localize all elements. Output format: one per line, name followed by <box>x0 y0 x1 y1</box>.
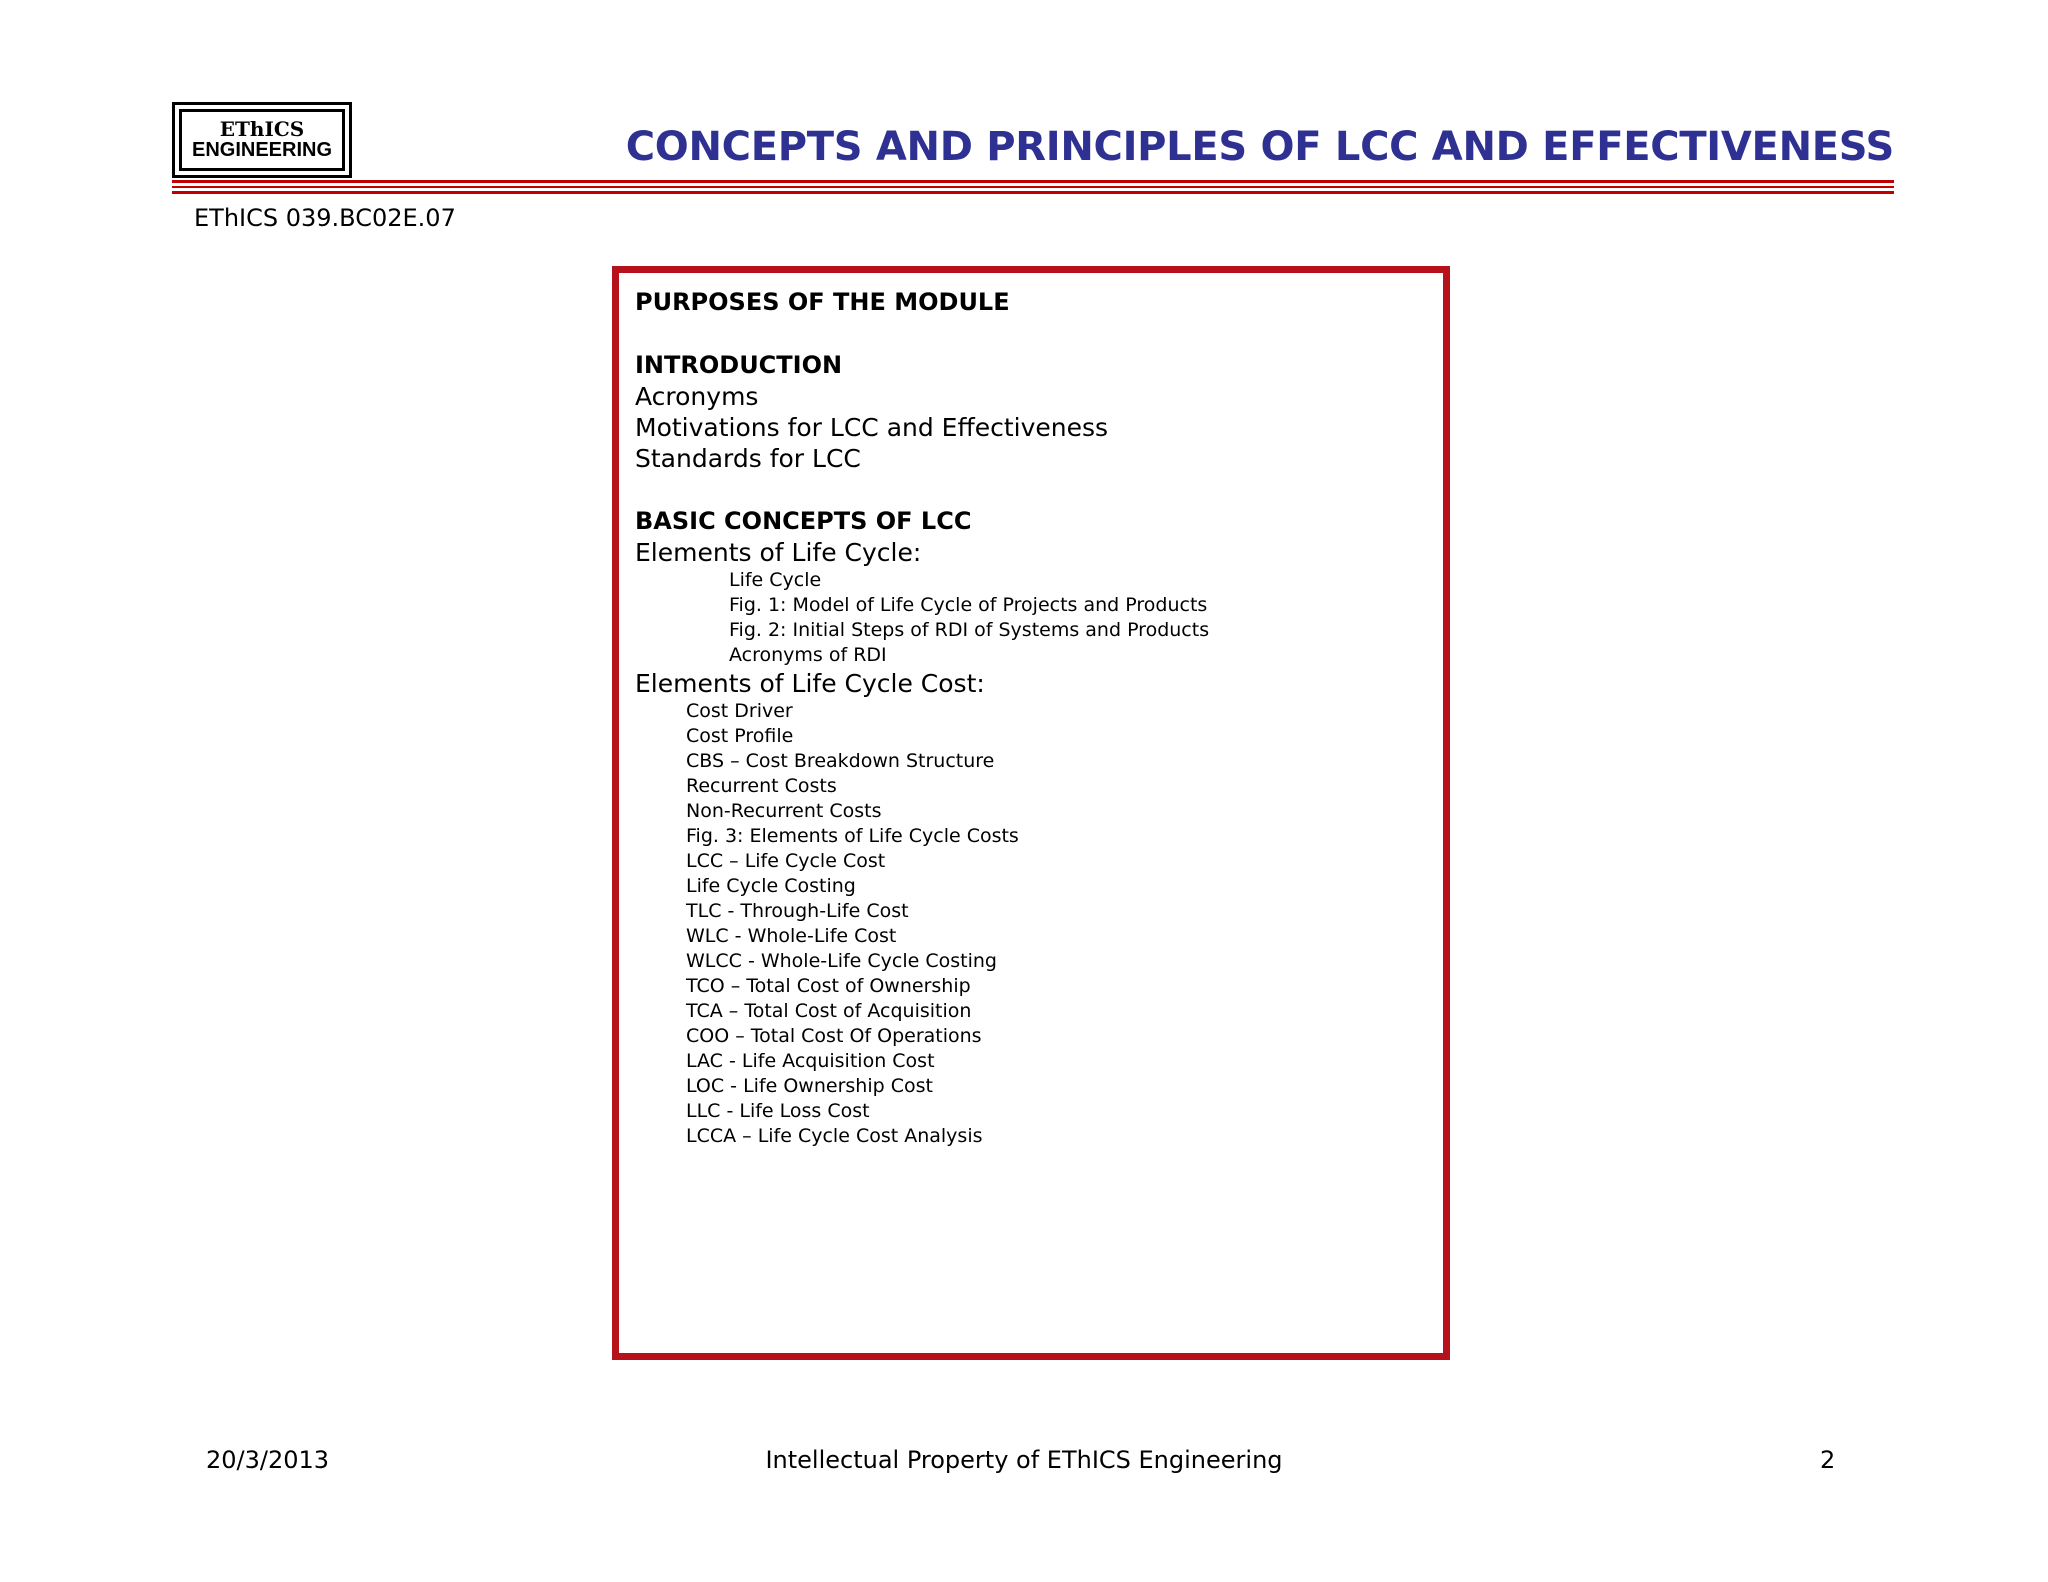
life-cycle-item: Fig. 2: Initial Steps of RDI of Systems and Products <box>729 619 1210 641</box>
life-cycle-elements-list <box>635 568 1443 668</box>
logo-line-ethics: EThICS <box>219 117 305 141</box>
spacer <box>635 474 1443 506</box>
life-cycle-cost-item: TLC - Through-Life Cost <box>686 900 909 922</box>
footer-copyright: Intellectual Property of EThICS Engineering <box>765 1446 1283 1474</box>
header-rule-top <box>172 180 1894 183</box>
introduction-item: Acronyms <box>635 382 759 411</box>
introduction-item: Standards for LCC <box>635 444 861 473</box>
life-cycle-cost-item: COO – Total Cost Of Operations <box>686 1025 982 1047</box>
introduction-list <box>635 381 1443 474</box>
header-rule-middle <box>172 186 1894 188</box>
life-cycle-cost-item: Life Cycle Costing <box>686 875 856 897</box>
life-cycle-cost-item: CBS – Cost Breakdown Structure <box>686 750 995 772</box>
spacer <box>635 318 1443 350</box>
life-cycle-item: Acronyms of RDI <box>729 644 887 666</box>
life-cycle-cost-item: Cost Driver <box>686 700 793 722</box>
purposes-heading: PURPOSES OF THE MODULE <box>635 288 1010 316</box>
life-cycle-cost-item: Fig. 3: Elements of Life Cycle Costs <box>686 825 1019 847</box>
header-rule-bottom <box>172 191 1894 194</box>
life-cycle-cost-item: LAC - Life Acquisition Cost <box>686 1050 935 1072</box>
life-cycle-cost-item: WLC - Whole-Life Cost <box>686 925 897 947</box>
page-number: 2 <box>1820 1446 1836 1474</box>
life-cycle-item: Fig. 1: Model of Life Cycle of Projects and Products <box>729 594 1208 616</box>
life-cycle-cost-elements-label: Elements of Life Cycle Cost: <box>635 669 985 698</box>
logo-line-engineering: ENGINEERING <box>191 139 333 161</box>
introduction-heading: INTRODUCTION <box>635 351 843 379</box>
introduction-item: Motivations for LCC and Effectiveness <box>635 413 1109 442</box>
life-cycle-item: Life Cycle <box>729 569 822 591</box>
module-contents-box <box>612 266 1450 1360</box>
life-cycle-cost-item: LOC - Life Ownership Cost <box>686 1075 933 1097</box>
life-cycle-cost-item: Cost Profile <box>686 725 794 747</box>
life-cycle-cost-item: LCCA – Life Cycle Cost Analysis <box>686 1125 983 1147</box>
life-cycle-cost-item: LCC – Life Cycle Cost <box>686 850 886 872</box>
footer-date: 20/3/2013 <box>206 1446 330 1474</box>
ethics-engineering-logo <box>172 102 352 178</box>
life-cycle-cost-item: WLCC - Whole-Life Cycle Costing <box>686 950 997 972</box>
life-cycle-cost-item: Non-Recurrent Costs <box>686 800 882 822</box>
logo-frame <box>179 109 345 171</box>
life-cycle-cost-item: LLC - Life Loss Cost <box>686 1100 870 1122</box>
life-cycle-cost-elements-list <box>635 699 1443 1149</box>
basic-concepts-heading: BASIC CONCEPTS OF LCC <box>635 507 972 535</box>
life-cycle-cost-item: Recurrent Costs <box>686 775 837 797</box>
life-cycle-cost-item: TCA – Total Cost of Acquisition <box>686 1000 972 1022</box>
life-cycle-elements-label: Elements of Life Cycle: <box>635 538 922 567</box>
page-title: CONCEPTS AND PRINCIPLES OF LCC AND EFFECTIVENESS <box>625 124 1894 170</box>
document-code: EThICS 039.BC02E.07 <box>194 204 456 232</box>
life-cycle-cost-item: TCO – Total Cost of Ownership <box>686 975 971 997</box>
